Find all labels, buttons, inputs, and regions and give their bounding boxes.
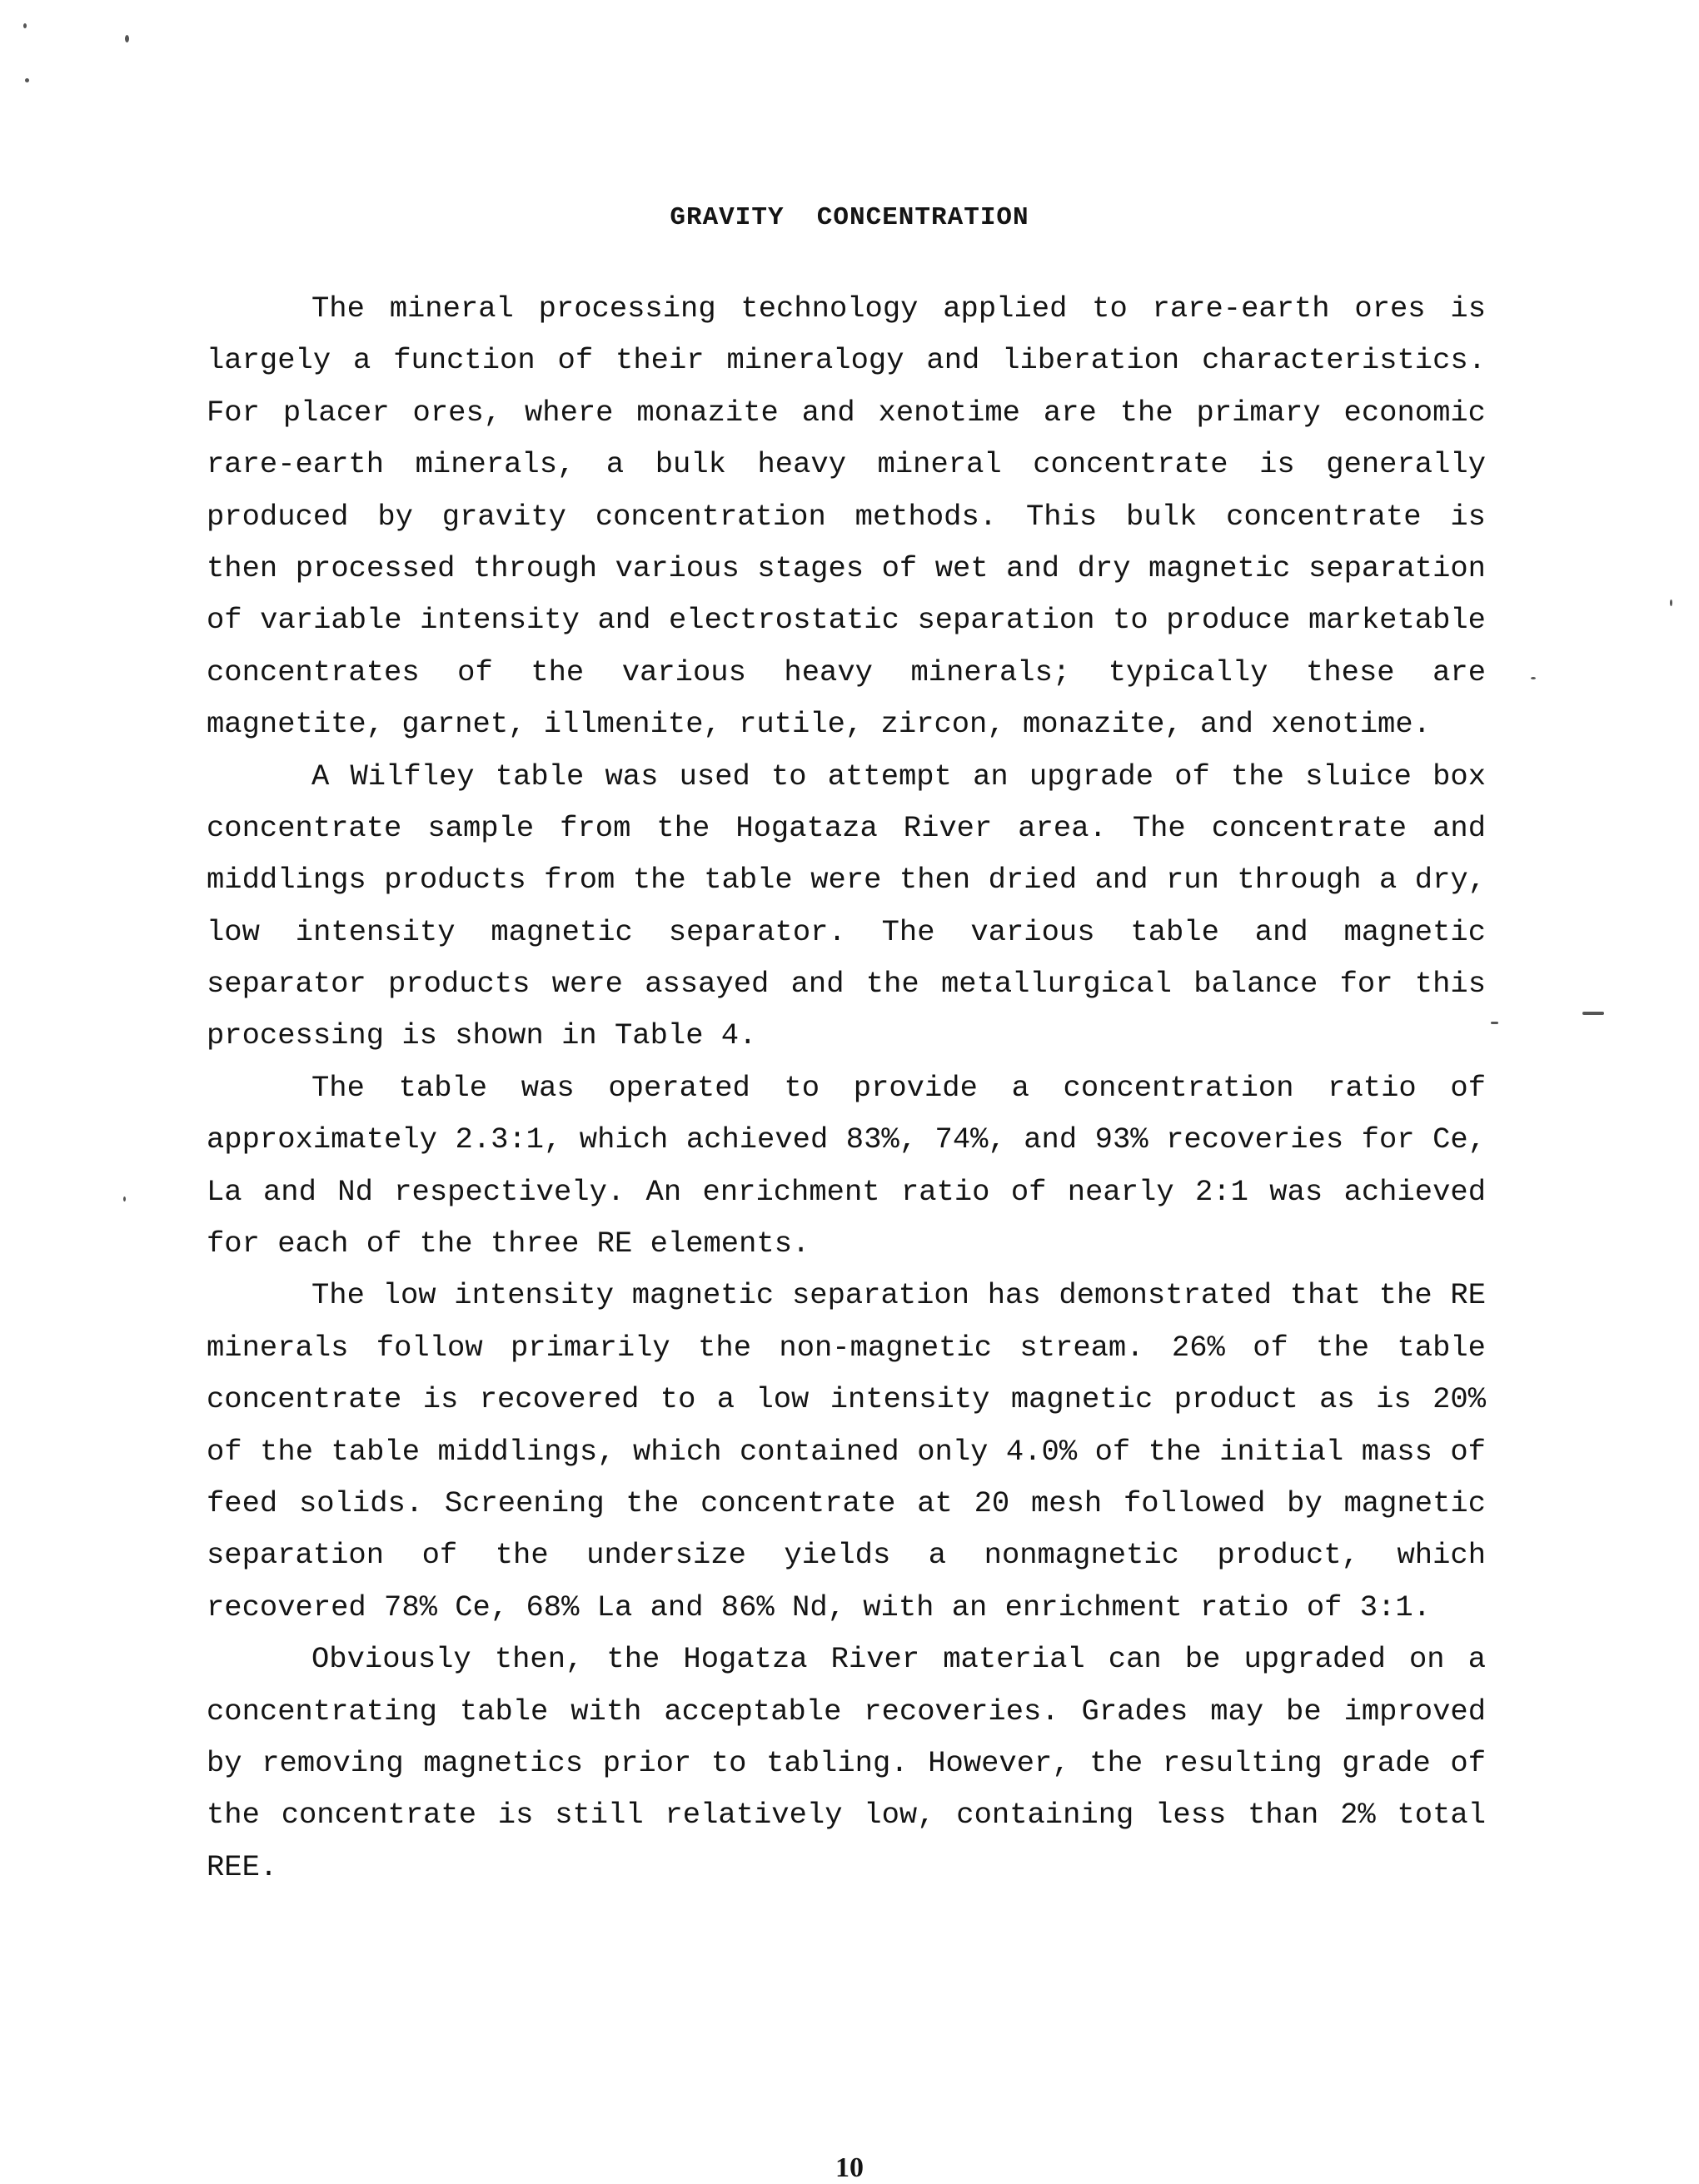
body-line: largely a function of their mineralogy and liberation characteristics. [207,343,1486,378]
body-line: magnetite, garnet, illmenite, rutile, zircon, monazite, and xenotime. [207,707,1431,742]
body-line: the concentrate is still relatively low, containing less than 2% total [207,1798,1486,1833]
scan-speck [25,78,29,82]
body-line: then processed through various stages of wet and dry magnetic separation [207,550,1486,585]
scan-speck [23,23,27,28]
body-line: by removing magnetics prior to tabling. However, the resulting grade of [207,1745,1486,1780]
page-number: 10 [835,2152,864,2183]
body-line: rare-earth minerals, a bulk heavy mineral concentrate is generally [207,447,1486,482]
body-line: concentrate sample from the Hogataza River area. The concentrate and [207,810,1486,845]
body-line: low intensity magnetic separator. The various table and magnetic [207,914,1486,949]
scan-speck [1491,1022,1498,1024]
body-line: The table was operated to provide a concentration ratio of [311,1070,1486,1105]
body-line: approximately 2.3:1, which achieved 83%, 74%, and 93% recoveries for Ce, [207,1122,1486,1157]
scan-speck [1670,599,1672,606]
body-line: separation of the undersize yields a nonmagnetic product, which [207,1538,1486,1573]
body-line: minerals follow primarily the non-magnetic stream. 26% of the table [207,1330,1486,1365]
body-line: of variable intensity and electrostatic separation to produce marketable [207,603,1486,638]
body-line: The mineral processing technology applied to rare-earth ores is [311,291,1486,326]
body-line: recovered 78% Ce, 68% La and 86% Nd, with an enrichment ratio of 3:1. [207,1589,1431,1624]
body-line: processing is shown in Table 4. [207,1018,757,1053]
body-line: Obviously then, the Hogatza River material can be upgraded on a [311,1642,1486,1677]
scan-speck [1582,1012,1604,1015]
body-line: For placer ores, where monazite and xenotime are the primary economic [207,395,1486,430]
scan-speck [125,35,129,42]
scan-speck [1531,677,1536,679]
body-line: concentrating table with acceptable recoveries. Grades may be improved [207,1694,1486,1729]
body-line: The low intensity magnetic separation has demonstrated that the RE [311,1278,1486,1313]
body-line: feed solids. Screening the concentrate at 20 mesh followed by magnetic [207,1485,1486,1520]
body-line: La and Nd respectively. An enrichment ratio of nearly 2:1 was achieved [207,1174,1486,1209]
body-line: concentrates of the various heavy minerals; typically these are [207,654,1486,689]
body-line: concentrate is recovered to a low intensity magnetic product as is 20% [207,1382,1486,1417]
body-line: produced by gravity concentration methods. This bulk concentrate is [207,499,1486,534]
body-line: for each of the three RE elements. [207,1226,810,1261]
body-line: separator products were assayed and the metallurgical balance for this [207,967,1486,1002]
body-line: A Wilfley table was used to attempt an upgrade of the sluice box [311,759,1486,794]
body-text [207,283,1486,1893]
body-line: of the table middlings, which contained only 4.0% of the initial mass of [207,1434,1486,1469]
body-line: middlings products from the table were then dried and run through a dry, [207,863,1486,898]
scan-speck [123,1196,126,1201]
section-heading: GRAVITY CONCENTRATION [670,203,1029,232]
body-line: REE. [207,1849,278,1884]
